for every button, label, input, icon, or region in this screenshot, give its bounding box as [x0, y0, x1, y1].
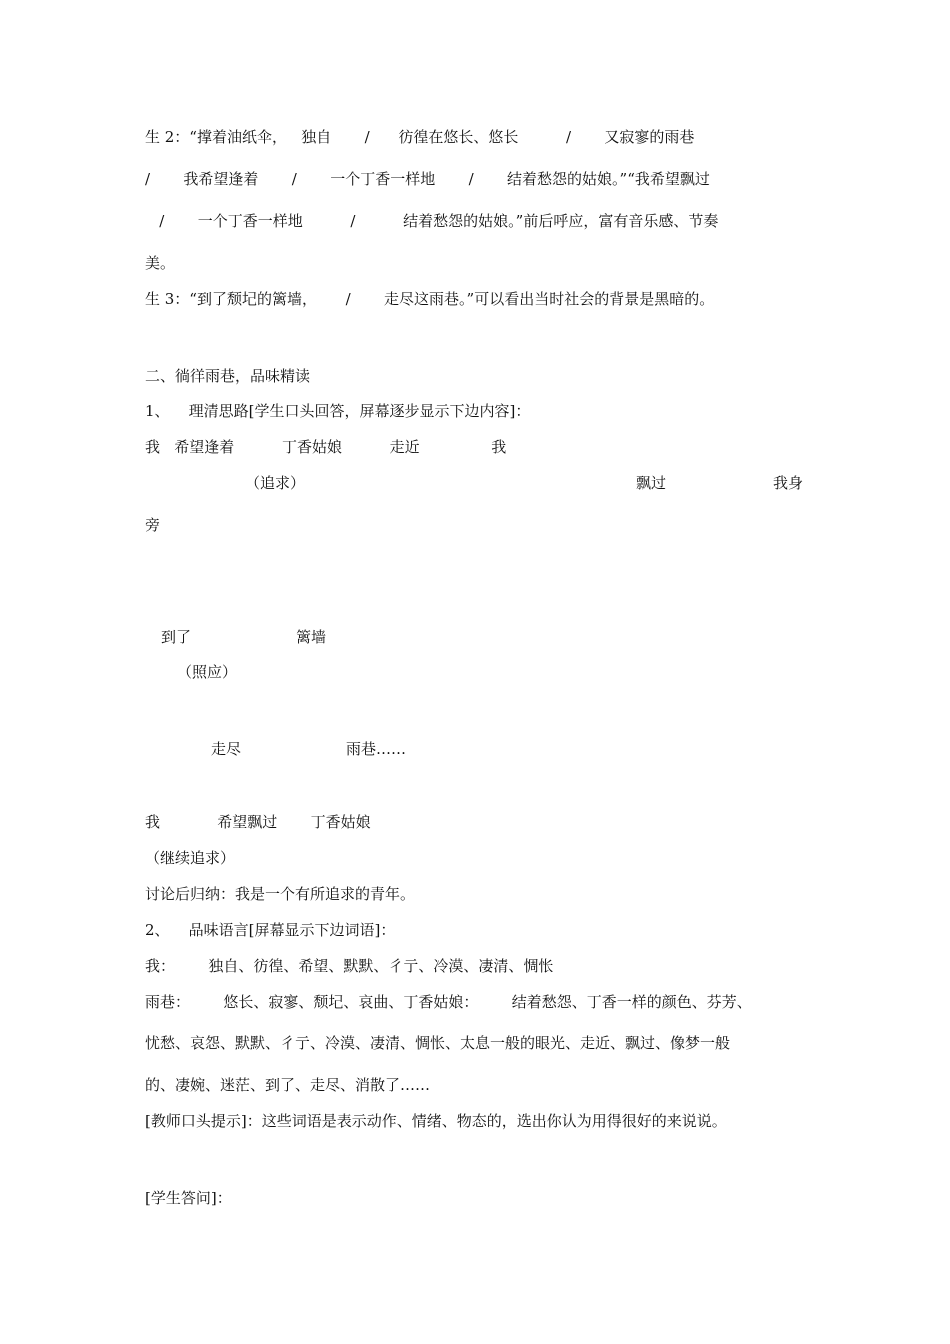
text-line: 生 2：“撑着油纸伞， 独自 / 彷徨在悠长、悠长 / 又寂寥的雨巷: [145, 128, 695, 146]
diagram-label: （追求）: [245, 474, 306, 492]
text-line: 忧愁、哀怨、默默、彳亍、冷漠、凄清、惆怅、太息一般的眼光、走近、飘过、像梦一般: [145, 1034, 731, 1052]
diagram-label: 走尽: [211, 740, 242, 758]
text-line: 雨巷： 悠长、寂寥、颓圮、哀曲、丁香姑娘： 结着愁怨、丁香一样的颜色、芬芳、: [145, 993, 752, 1011]
text-line: 我： 独自、彷徨、希望、默默、彳亍、冷漠、凄清、惆怅: [145, 957, 554, 975]
text-line: 生 3：“到了颓圮的篱墙， / 走尽这雨巷。”可以看出当时社会的背景是黑暗的。: [145, 290, 715, 308]
diagram-label: 我身: [773, 474, 804, 492]
text-line: [学生答问]：: [145, 1189, 232, 1207]
diagram-label: 雨巷……: [346, 740, 407, 758]
text-line: [教师口头提示]：这些词语是表示动作、情绪、物态的，选出你认为用得很好的来说说。: [145, 1112, 727, 1130]
text-line: / 我希望逢着 / 一个丁香一样地 / 结着愁怨的姑娘。”“我希望飘过: [145, 170, 710, 188]
text-line: 的、凄婉、迷茫、到了、走尽、消散了……: [145, 1076, 431, 1094]
diagram-label: 飘过: [636, 474, 667, 492]
diagram-label: 旁: [145, 516, 161, 534]
diagram-label: 到了: [161, 628, 192, 646]
text-line: 讨论后归纳：我是一个有所追求的青年。: [145, 885, 416, 903]
text-line: / 一个丁香一样地 / 结着愁怨的姑娘。”前后呼应，富有音乐感、节奏: [145, 212, 719, 230]
diagram-label: （照应）: [177, 663, 238, 681]
text-line: 美。: [145, 254, 176, 272]
section-heading: 二、徜徉雨巷，品味精读: [145, 367, 311, 385]
text-line: 1、 理清思路[学生口头回答，屏幕逐步显示下边内容]：: [145, 402, 531, 420]
diagram-label: 篱墙: [296, 628, 327, 646]
diagram-row: 我 希望飘过 丁香姑娘: [145, 813, 371, 831]
text-line: 2、 品味语言[屏幕显示下边词语]：: [145, 921, 396, 939]
diagram-row: 我 希望逢着 丁香姑娘 走近 我: [145, 438, 507, 456]
diagram-label: （继续追求）: [145, 849, 236, 867]
